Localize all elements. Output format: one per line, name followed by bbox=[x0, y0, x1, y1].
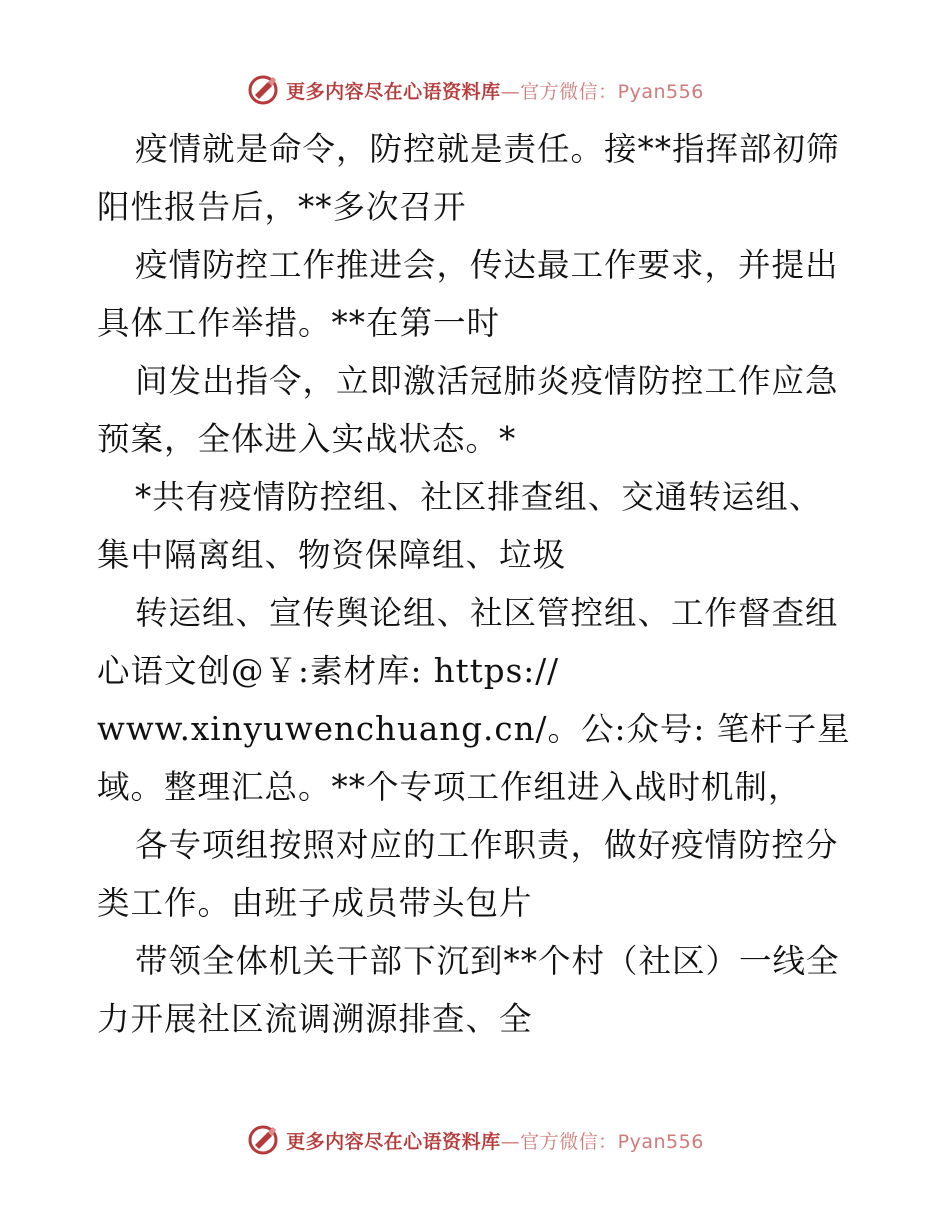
footer-watermark-banner bbox=[0, 1120, 950, 1160]
banner-text bbox=[286, 1127, 704, 1154]
text-line: 疫情就是命令，防控就是责任。接**指挥部初筛 bbox=[135, 130, 840, 168]
document-body bbox=[97, 120, 857, 1048]
banner-text bbox=[286, 77, 704, 104]
text-line: 转运组、宣传舆论组、社区管控组、工作督查组 bbox=[135, 594, 839, 632]
library-logo-icon bbox=[246, 1123, 280, 1157]
text-line: 域。整理汇总。**个专项工作组进入战时机制， bbox=[97, 768, 802, 806]
text-line: *共有疫情防控组、社区排查组、交通转运组、 bbox=[135, 478, 823, 516]
text-line: 力开展社区流调溯源排查、全 bbox=[97, 1000, 533, 1038]
text-line: www.xinyuwenchuang.cn/。公:众号: 笔杆子星 bbox=[97, 710, 851, 748]
text-line: 间发出指令，立即激活冠肺炎疫情防控工作应急 bbox=[135, 362, 839, 400]
library-logo-icon bbox=[246, 73, 280, 107]
text-line: 心语文创@￥:素材库: https:// bbox=[97, 652, 560, 690]
banner-prefix: 更多内容尽在心语资料库 bbox=[286, 1130, 501, 1153]
text-line: 疫情防控工作推进会，传达最工作要求，并提出 bbox=[135, 246, 839, 284]
text-line: 带领全体机关干部下沉到**个村（社区）一线全 bbox=[135, 942, 840, 980]
text-line: 预案，全体进入实战状态。* bbox=[97, 420, 517, 458]
text-line: 类工作。由班子成员带头包片 bbox=[97, 884, 533, 922]
banner-prefix: 更多内容尽在心语资料库 bbox=[286, 80, 501, 103]
text-line: 各专项组按照对应的工作职责，做好疫情防控分 bbox=[135, 826, 839, 864]
banner-suffix: —官方微信：Pyan556 bbox=[500, 1130, 704, 1153]
header-watermark-banner bbox=[0, 70, 950, 110]
text-line: 具体工作举措。**在第一时 bbox=[97, 304, 501, 342]
text-line: 集中隔离组、物资保障组、垃圾 bbox=[97, 536, 567, 574]
banner-suffix: —官方微信：Pyan556 bbox=[500, 80, 704, 103]
text-line: 阳性报告后，**多次召开 bbox=[97, 188, 467, 226]
